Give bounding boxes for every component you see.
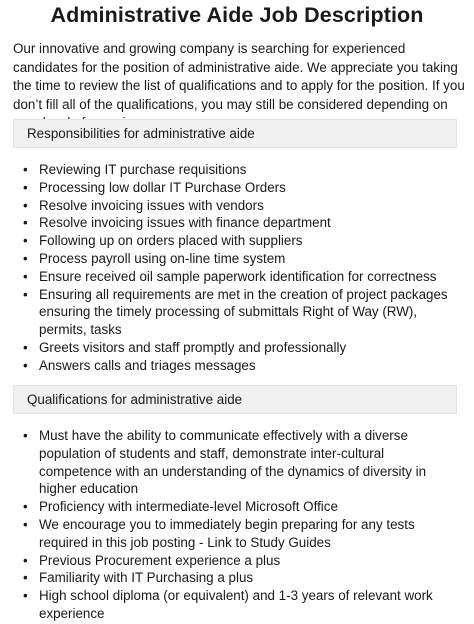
- list-item: • Resolve invoicing issues with vendors: [23, 197, 264, 213]
- bullet-icon: •: [23, 357, 28, 373]
- list-item: • Proficiency with intermediate-level Microsoft Office: [23, 499, 338, 515]
- bullet-icon: •: [23, 162, 28, 177]
- bullet-icon: •: [23, 516, 28, 532]
- list-item: • Process payroll using on-line time system: [23, 250, 286, 266]
- bullet-icon: •: [23, 570, 28, 586]
- list-item: • Following up on orders placed with suppliers: [23, 233, 303, 249]
- list-item: • Ensuring all requirements are met in the creation of project packages ensuring the timely processing of submittals Right of Way (RW), permits, tasks: [23, 286, 448, 338]
- list-item: • Must have the ability to communicate effectively with a diverse population of students and staff, demonstrate inter-cultural competence with an understanding of the dynamics of diversity in higher education: [23, 428, 427, 497]
- list-item: • Answers calls and triages messages: [23, 357, 256, 373]
- intro-paragraph: Our innovative and growing company is searching for experienced candidates for the position of administrative aide. We appreciate you taking the time to review the list of qualifications and to apply for the position. If you don’t fill all of the qualifications, you may still be considered depending on: [13, 41, 465, 112]
- bullet-icon: •: [23, 233, 28, 249]
- list-item: • Familiarity with IT Purchasing a plus: [23, 570, 254, 586]
- bullet-icon: •: [23, 286, 28, 302]
- list-item: • Greets visitors and staff promptly and professionally: [23, 339, 347, 355]
- page-title: Administrative Aide Job Description: [50, 3, 424, 27]
- qualifications-list: [0, 427, 474, 623]
- bullet-icon: •: [23, 499, 28, 515]
- responsibilities-heading: Responsibilities for administrative aide: [13, 119, 457, 148]
- list-item: • Reviewing IT purchase requisitions: [23, 162, 247, 177]
- responsibilities-list: [0, 161, 474, 375]
- bullet-icon: •: [23, 268, 28, 284]
- bullet-icon: •: [23, 197, 28, 213]
- list-item: • Resolve invoicing issues with finance department: [23, 215, 331, 231]
- list-item: • High school diploma (or equivalent) and 1-3 years of relevant work experience: [23, 588, 433, 621]
- list-item: • We encourage you to immediately begin preparing for any tests required in this job posting - Link to Study Guides: [23, 516, 415, 550]
- bullet-icon: •: [23, 215, 28, 231]
- bullet-icon: •: [23, 179, 28, 195]
- bullet-icon: •: [23, 428, 28, 443]
- bullet-icon: •: [23, 552, 28, 568]
- list-item: • Processing low dollar IT Purchase Orders: [23, 179, 286, 195]
- list-item: • Ensure received oil sample paperwork identification for correctness: [23, 268, 437, 284]
- bullet-icon: •: [23, 250, 28, 266]
- qualifications-heading: Qualifications for administrative aide: [13, 385, 457, 414]
- list-item: • Previous Procurement experience a plus: [23, 552, 281, 568]
- bullet-icon: •: [23, 339, 28, 355]
- bullet-icon: •: [23, 588, 28, 604]
